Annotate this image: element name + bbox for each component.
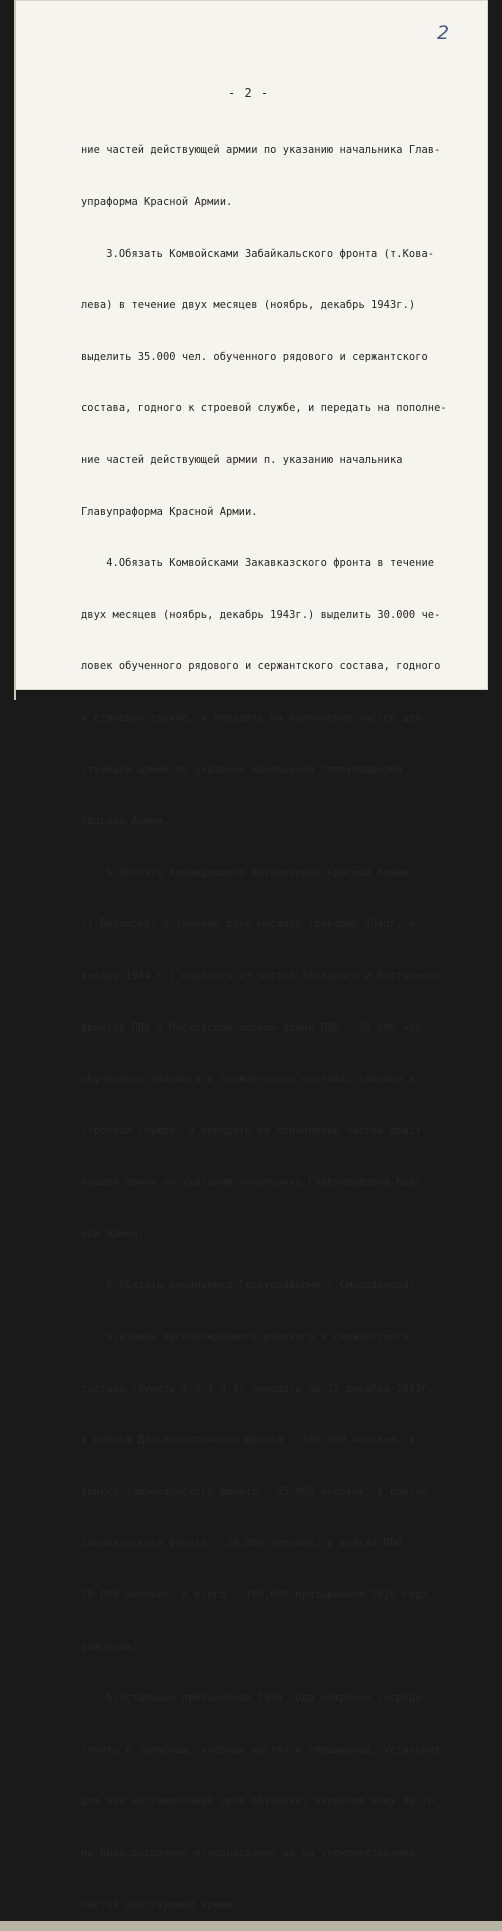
text-line: Закавказского фронта - 30.000 человек, в войска ПВО - [81, 1537, 416, 1550]
text-line: упраформа Красной Армии. [81, 196, 233, 208]
text-line: частей действующей армии. [81, 1898, 239, 1911]
text-line: 30.000 человек, а всего - 195.000 призывников 1926 года [81, 1589, 428, 1602]
text-line: 4.Обязать Комвойсками Закавказского фронта в течение [81, 557, 435, 570]
text-line: рождения; [81, 1640, 138, 1653]
text-line: состава (пункты 2,3,4 и 5) передать до 15 декабря 1943г.: [81, 1382, 441, 1395]
text-line: фронтов ПВО и Московской особой армии ПВО - 30.000 чел. [81, 1021, 428, 1034]
text-line: точить в запасных, учебных частях и спецшколах, установив [81, 1743, 441, 1756]
text-line: вующей армии по указанию начальника Главупраформа Крас- [81, 1176, 428, 1189]
text-line: для них шестимесячный срок обучения, запретив кому бы то [81, 1795, 435, 1808]
text-line: в войска Дальневосточного фронта - 100.000 человек, в [81, 1434, 416, 1447]
text-line: ние частей действующей армии п. указанию начальника [81, 453, 403, 466]
text-line: обученного рядового и сержантского состава, годного к [81, 1073, 416, 1086]
text-line: к строевой службе, и передать на пополнение частей дей- [81, 711, 428, 724]
text-line: (т.Воронова) в течение двух месяцев (декабрь 1943г. и [81, 918, 416, 931]
page-number: - 2 - [228, 86, 270, 100]
text-line: выделить 35.000 чел. обученного рядового и сержантского [81, 350, 428, 363]
text-line: двух месяцев (ноябрь, декабрь 1943г.) выделить 30.000 че- [81, 608, 441, 621]
text-line: 3.Обязать Комвойсками Забайкальского фронта (т.Кова- [81, 247, 435, 260]
text-line: 6.Обязать начальника Главупраформа т.Смородинова: [81, 1279, 416, 1292]
text-line: Главупраформа Красной Армии. [81, 505, 258, 518]
archive-page-mark: 2 [437, 22, 450, 44]
text-line: Красной Армии. [81, 815, 170, 828]
text-line: ние частей действующей армии по указанию начальника Глав- [81, 144, 441, 157]
text-line: а)взамен высвобождаемого рядового и сержантского [81, 1331, 409, 1344]
text-line: ни было досрочное использование их на укомплектование [81, 1847, 416, 1859]
text-line: январь 1944 г.) выделить из частей Западного и Восточного [81, 969, 441, 982]
text-line: ловек обученного рядового и сержантского состава, годного [81, 660, 441, 673]
document-body [81, 108, 476, 1931]
text-line: лева) в течение двух месяцев (ноябрь, декабрь 1943г.) [81, 299, 416, 312]
text-line: строевой службе, и передать на пополнение частей дейст- [81, 1124, 428, 1137]
text-line: б)остальных призывников 1926 года рождения сосредо- [81, 1692, 428, 1705]
text-line: 5.Обязать Командующего Артиллерией Красной Армии [81, 866, 409, 879]
text-line: ной Армии. [81, 1227, 145, 1240]
text-line: войска Забайкальского фронта - 35.000 человек, в войска [81, 1485, 428, 1498]
text-line: состава, годного к строевой службе, и передать на пополне- [81, 402, 447, 415]
text-line: ствующей армии по указанию начальника Главупраформа [81, 763, 403, 776]
page-edge [14, 0, 16, 700]
